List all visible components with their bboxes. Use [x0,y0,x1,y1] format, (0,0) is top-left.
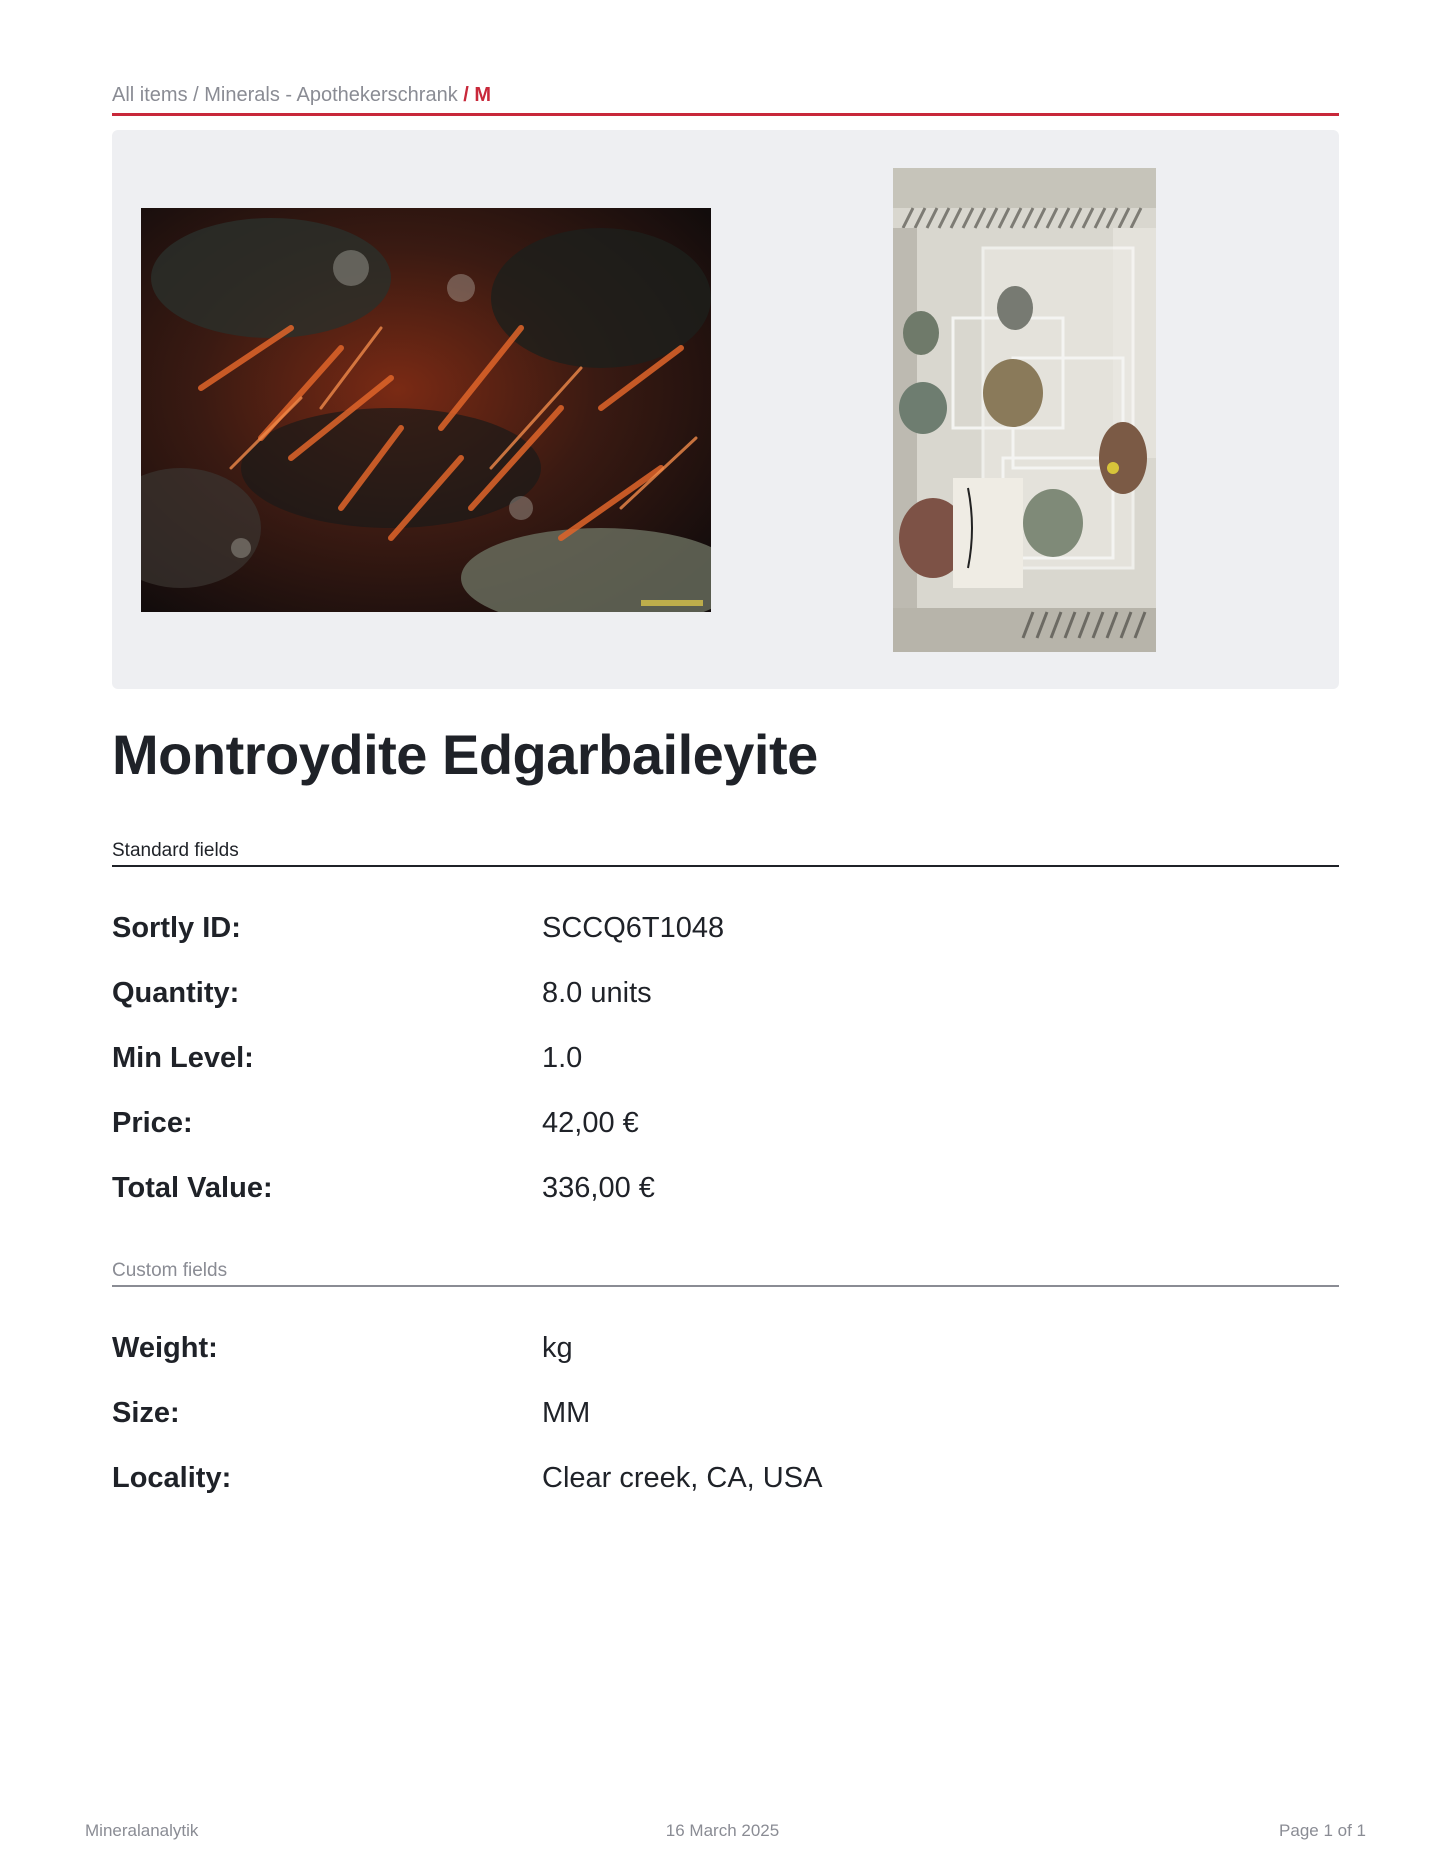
field-row-sortly-id [112,912,1339,952]
breadcrumb-current: M [474,84,492,106]
photo-gallery [112,130,1339,689]
standard-fields-divider [112,865,1339,867]
field-label: Total Value: [112,1172,273,1204]
field-label: Price: [112,1107,193,1139]
field-label: Sortly ID: [112,912,241,944]
mineral-boxes-photo [893,168,1156,652]
footer-company: Mineralanalytik [85,1821,199,1840]
breadcrumb-separator-current: / [463,84,469,106]
field-value: kg [542,1332,573,1364]
custom-fields-heading: Custom fields [112,1260,228,1281]
breadcrumb-divider [112,113,1339,116]
field-label: Weight: [112,1332,218,1364]
field-label: Quantity: [112,977,240,1009]
footer-date: 16 March 2025 [665,1821,780,1840]
field-row-price [112,1107,1339,1147]
breadcrumb [112,84,491,107]
custom-fields-divider [112,1285,1339,1287]
mineral-closeup-photo [141,208,711,612]
field-label: Size: [112,1397,180,1429]
field-value: MM [542,1397,591,1429]
field-value: 1.0 [542,1042,583,1074]
field-value: SCCQ6T1048 [542,912,725,944]
field-row-weight [112,1332,1339,1372]
field-value: Clear creek, CA, USA [542,1462,823,1494]
breadcrumb-root[interactable]: All items [112,84,188,106]
item-title: Montroydite Edgarbaileyite [112,723,818,786]
field-value: 8.0 units [542,977,652,1009]
standard-fields-heading: Standard fields [112,840,239,861]
field-row-total-value [112,1172,1339,1212]
field-row-locality [112,1462,1339,1502]
field-label: Locality: [112,1462,232,1494]
breadcrumb-folder[interactable]: Minerals - Apothekerschrank [204,84,458,106]
breadcrumb-separator: / [193,84,199,106]
field-row-quantity [112,977,1339,1017]
field-value: 42,00 € [542,1107,639,1139]
field-value: 336,00 € [542,1172,655,1204]
field-row-size [112,1397,1339,1437]
footer-page-number: Page 1 of 1 [1279,1821,1366,1840]
field-label: Min Level: [112,1042,254,1074]
field-row-min-level [112,1042,1339,1082]
